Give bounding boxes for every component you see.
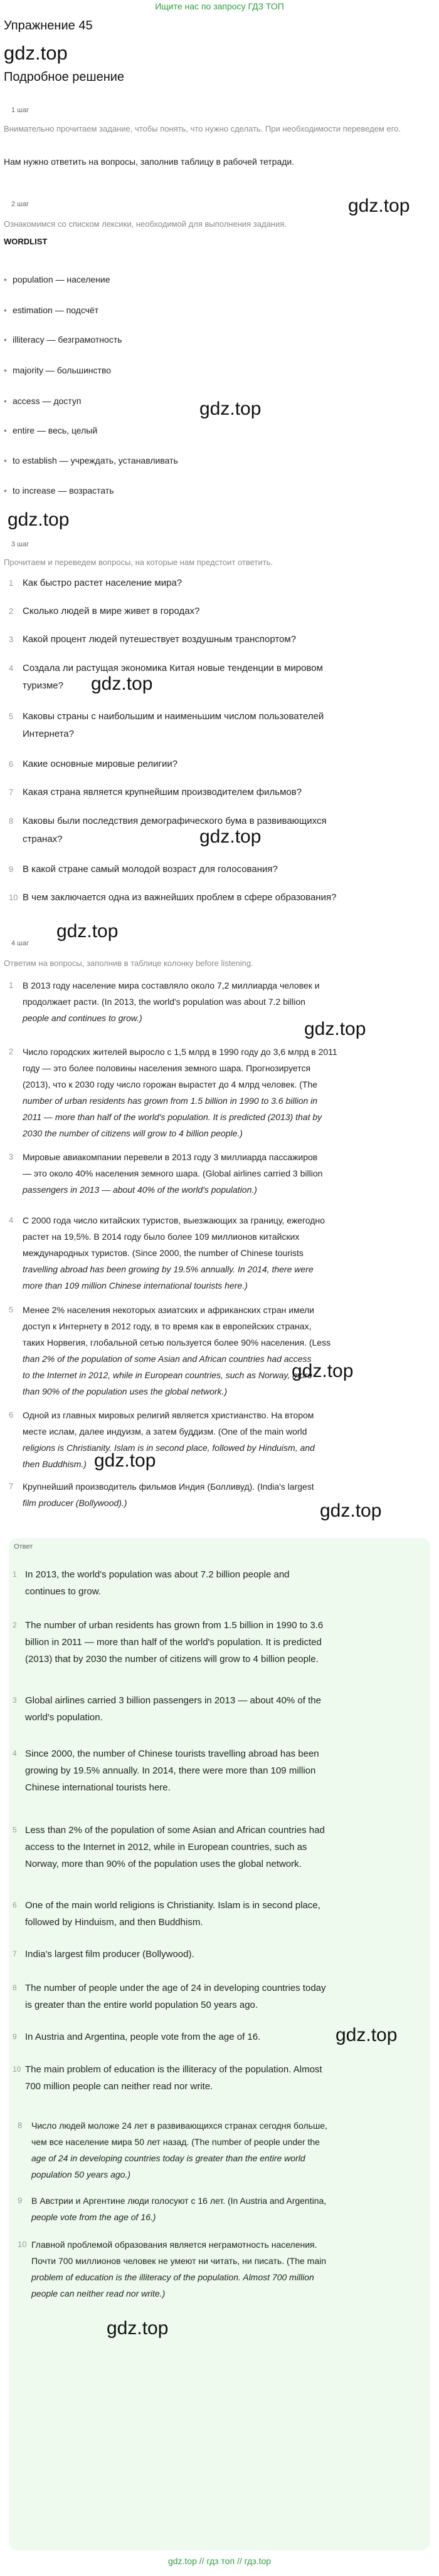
footer-link[interactable]: gdz.top <box>167 2556 197 2566</box>
exercise-title: Упражнение 45 <box>4 19 93 33</box>
answer-en-item: 3 Global airlines carried 3 billion passengers in 2013 — about 40% of the world's population. <box>13 1695 321 1723</box>
watermark: gdz.top <box>91 673 153 694</box>
question-item: 1 Как быстро растет население мира? <box>9 578 182 588</box>
step-3-tag: 3 шаг <box>11 541 29 548</box>
wordlist-item: • to increase — возрастать <box>13 486 114 496</box>
answer-ru-item: 10 Главной проблемой образования является неграмотность населения. Почти 700 миллионов человек не умеют ни читать, ни писать. (The main problem of education is the illiteracy of the population. Almost 700 million people can neither read nor write.) <box>18 2240 327 2298</box>
answer-ru-item: 4 С 2000 года число китайских туристов, выезжающих за границу, ежегодно растет на 19,5%. В 2014 году было более 109 миллионов китайских международных туристов. (Since 2000, the number of Chinese tourists travelling abroad has been growing by 19.5% annually. In 2014, there were more than 109 million Chinese international tourists here.) <box>9 1215 325 1291</box>
brand-title: gdz.top <box>4 42 68 64</box>
footer-links: gdz.top // гдз топ // гдз.top <box>167 2556 272 2566</box>
watermark: gdz.top <box>304 1019 366 1039</box>
wordlist-item: • to establish — учреждать, устанавливать <box>13 455 178 465</box>
step-4-desc: Ответим на вопросы, заполнив в таблице колонку before listening. <box>4 958 253 968</box>
step-1-desc: Внимательно прочитаем задание, чтобы понять, что нужно сделать. При необходимости переведем его. <box>4 124 401 133</box>
watermark: gdz.top <box>56 921 119 942</box>
answer-en-item: 7 India's largest film producer (Bollywood). <box>13 1949 194 1960</box>
answer-tag: Ответ <box>14 1543 33 1550</box>
answer-en-item: 8 The number of people under the age of 24 in developing countries today is greater than the entire world population 50 years ago. <box>13 1983 326 2010</box>
answer-en-item: 2 The number of urban residents has grown from 1.5 billion in 1990 to 3.6 billion in 2011 — more than half of the world's population. It is predicted (2013) that by 2030 the number of citizens will grow to 4 billion people. <box>13 1620 324 1665</box>
answer-en-item: 9 In Austria and Argentina, people vote from the age of 16. <box>13 2032 261 2042</box>
question-item: 4 Создала ли растущая экономика Китая новые тенденции в мировом <box>9 663 323 673</box>
question-item-cont: странах? <box>23 834 63 844</box>
watermark: gdz.top <box>199 826 262 847</box>
answer-en-item: 5 Less than 2% of the population of some Asian and African countries had access to the Internet in 2012, while in European countries, such as Norway, more than 90% of the population uses the global network. <box>13 1825 325 1869</box>
question-item: 2 Сколько людей в мире живет в городах? <box>9 606 200 616</box>
step-1-text: Нам нужно ответить на вопросы, заполнив таблицу в рабочей тетради. <box>4 157 295 167</box>
question-item-cont: туризме? <box>23 680 63 691</box>
wordlist-item: • entire — весь, целый <box>13 425 97 435</box>
answer-ru-item: 1 В 2013 году население мира составляло около 7,2 миллиарда человек и продолжает расти. (In 2013, the world's population was about 7.2 billion people and continues to grow.) <box>9 980 320 1023</box>
footer-link[interactable]: гдз топ <box>206 2556 235 2566</box>
step-4-tag: 4 шаг <box>11 940 29 947</box>
answer-ru-item: 2 Число городских жителей выросло с 1,5 млрд в 1990 году до 3,6 млрд в 2011 году — это более половины населения земного шара. Прогнозируется (2013), что к 2030 году число горожан вырастет до 4 млрд человек. (The number of urban residents has grown from 1.5 billion in 1990 to 3.6 billion in 2011 — more than half of the world's population. It is predicted (2013) that by 2030 the number of citizens will grow to 4 billion people.) <box>9 1047 337 1138</box>
wordlist-item: • estimation — подсчёт <box>13 305 98 315</box>
answer-ru-item: 3 Мировые авиакомпании перевели в 2013 году 3 миллиарда пассажиров — это около 40% населения земного шара. (Global airlines carried 3 billion passengers in 2013 — about 40% of the world's population.) <box>9 1152 323 1195</box>
step-3-desc: Прочитаем и переведем вопросы, на которые нам предстоит ответить. <box>4 558 273 567</box>
top-search-link[interactable]: Ищите нас по запросу ГДЗ ТОП <box>155 1 284 11</box>
question-item: 9 В какой стране самый молодой возраст для голосования? <box>9 864 278 875</box>
answer-ru-item: 5 Менее 2% населения некоторых азиатских и африканских стран имели доступ к Интернету в 2012 году, в то время как в европейских странах, таких Норвегия, глобальной сетью пользуется более 90% населения. (Less than 2% of the population of some Asian and African countries had access to the Internet in 2012, while in European countries, such as Norway, more than 90% of the population uses the global network.) <box>9 1305 331 1396</box>
wordlist-item: • population — население <box>13 274 110 284</box>
watermark: gdz.top <box>292 1361 354 1381</box>
wordlist-item: • access — доступ <box>13 396 81 406</box>
watermark: gdz.top <box>199 398 262 419</box>
footer-link[interactable]: гдз.top <box>244 2556 272 2566</box>
wordlist-title: WORDLIST <box>4 237 48 246</box>
step-2-desc: Ознакомимся со списком лексики, необходимой для выполнения задания. <box>4 219 287 229</box>
watermark: gdz.top <box>336 2025 398 2045</box>
watermark: gdz.top <box>348 195 410 216</box>
question-item: 6 Какие основные мировые религии? <box>9 759 178 769</box>
answer-en-item: 10 The main problem of education is the illiteracy of the population. Almost 700 million people can neither read nor write. <box>13 2064 322 2092</box>
step-2-tag: 2 шаг <box>11 200 29 208</box>
answer-ru-item: 8 Число людей моложе 24 лет в развивающихся странах сегодня больше, чем все население мира 50 лет назад. (The number of people under the age of 24 in developing countries today is greater than the entire world population 50 years ago.) <box>18 2121 327 2179</box>
watermark: gdz.top <box>8 509 70 530</box>
watermark: gdz.top <box>107 2318 169 2339</box>
question-item: 3 Какой процент людей путешествует воздушным транспортом? <box>9 634 297 645</box>
wordlist-item: • illiteracy — безграмотность <box>13 335 122 345</box>
question-item: 8 Каковы были последствия демографического бума в развивающихся <box>9 816 327 826</box>
answer-ru-item: 9 В Австрии и Аргентине люди голосуют с 16 лет. (In Austria and Argentina, people vote from the age of 16.) <box>18 2196 327 2222</box>
answer-en-item: 1 In 2013, the world's population was about 7.2 billion people and continues to grow. <box>13 1569 290 1597</box>
question-item-cont: Интернета? <box>23 729 74 739</box>
step-1-tag: 1 шаг <box>11 106 29 114</box>
solution-title: Подробное решение <box>4 70 125 84</box>
wordlist-item: • majority — большинство <box>13 365 111 375</box>
question-item: 5 Каковы страны с наибольшим и наименьшим числом пользователей <box>9 711 324 722</box>
answer-ru-item: 6 Одной из главных мировых религий является христианство. На втором месте ислам, далее индуизм, а затем буддизм. (One of the main world religions is Christianity. Islam is in second place, followed by Hinduism, and then Buddhism.) <box>9 1410 315 1469</box>
answer-en-item: 4 Since 2000, the number of Chinese tourists travelling abroad has been growing by 19.5% annually. In 2014, there were more than 109 million Chinese international tourists here. <box>13 1748 319 1793</box>
answer-ru-item: 7 Крупнейший производитель фильмов Индия (Болливуд). (India's largest film producer (Bollywood).) <box>9 1482 314 1508</box>
question-item: 10 В чем заключается одна из важнейших проблем в сфере образования? <box>9 892 337 903</box>
answer-en-item: 6 One of the main world religions is Christianity. Islam is in second place, followed by Hinduism, and then Buddhism. <box>13 1900 320 1928</box>
watermark: gdz.top <box>320 1500 382 1521</box>
question-item: 7 Какая страна является крупнейшим производителем фильмов? <box>9 787 302 797</box>
watermark: gdz.top <box>94 1450 156 1471</box>
